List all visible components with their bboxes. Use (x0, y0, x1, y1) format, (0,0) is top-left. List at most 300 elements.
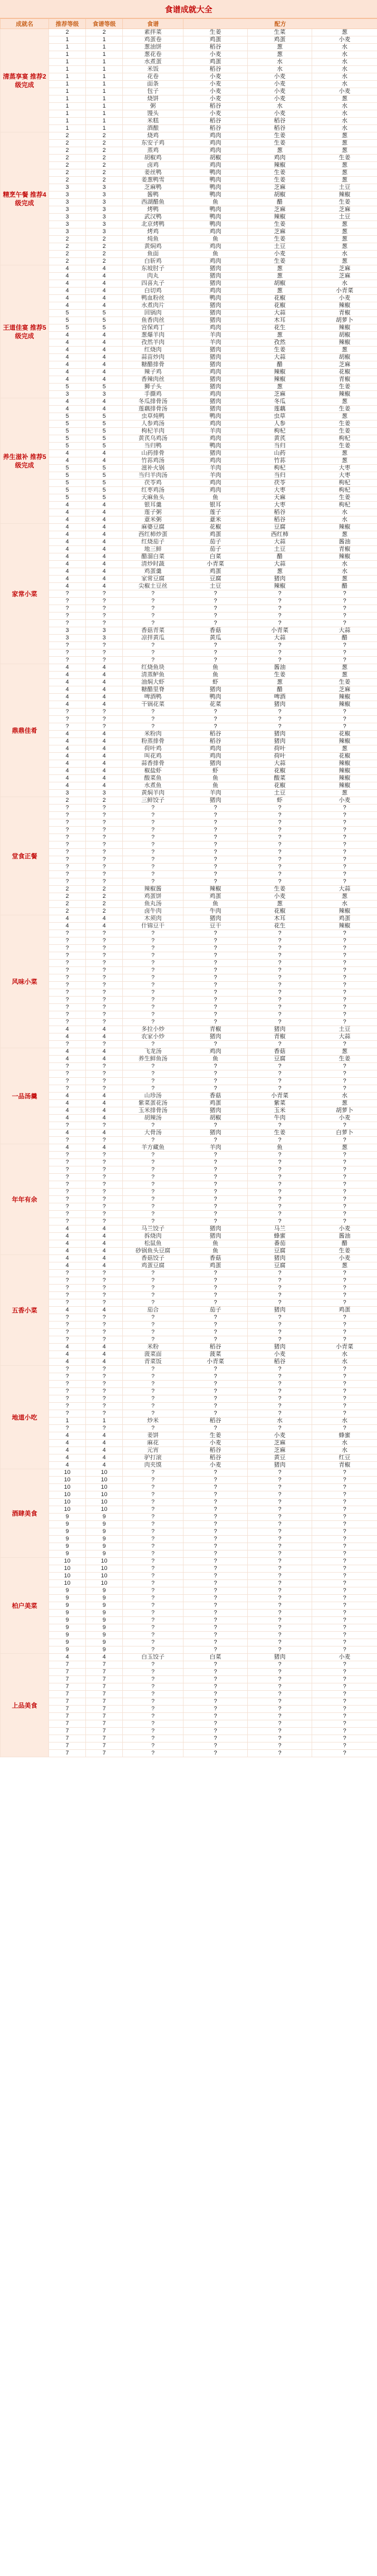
table-row (1, 1233, 377, 1240)
recipe-level: 4 (86, 1654, 123, 1661)
recipe-name: ? (123, 1469, 183, 1477)
table-row (1, 384, 377, 391)
table-row (1, 480, 377, 487)
recipe-name: ? (123, 598, 183, 605)
recipe-level: 9 (86, 1528, 123, 1536)
table-row (1, 406, 377, 413)
recommended-level: ? (49, 598, 86, 605)
table-row (1, 1019, 377, 1026)
ingredient-1: ? (183, 1706, 248, 1713)
table-row (1, 982, 377, 989)
ingredient-2: 荷叶 (248, 753, 312, 760)
recipe-level: 7 (86, 1706, 123, 1713)
recipe-name: ? (123, 723, 183, 731)
header-recommended-level: 推荐等级 (49, 19, 86, 29)
table-row (1, 155, 377, 162)
recommended-level: 1 (49, 36, 86, 44)
table-row (1, 805, 377, 812)
table-row (1, 723, 377, 731)
ingredient-1: 鸭肉 (183, 191, 248, 199)
ingredient-3: ? (312, 1661, 377, 1669)
ingredient-2: 生姜 (248, 177, 312, 184)
ingredient-2: 猪肉 (248, 731, 312, 738)
ingredient-1: 猪肉 (183, 361, 248, 369)
recipe-name: ? (123, 1137, 183, 1144)
ingredient-2: 稻谷 (248, 516, 312, 524)
recipe-level: 1 (86, 73, 123, 81)
recipe-level: ? (86, 819, 123, 827)
recommended-level: 4 (49, 354, 86, 361)
recipe-name: ? (123, 1403, 183, 1410)
recommended-level: ? (49, 1152, 86, 1159)
recipe-level: 4 (86, 694, 123, 701)
recipe-name: 莲藕排骨汤 (123, 406, 183, 413)
recipe-level: 2 (86, 243, 123, 251)
ingredient-1: ? (183, 1477, 248, 1484)
recipe-level: ? (86, 1321, 123, 1329)
recipe-name: ? (123, 1218, 183, 1225)
ingredient-1: ? (183, 1329, 248, 1336)
ingredient-2: ? (248, 1366, 312, 1373)
ingredient-1: 鸡肉 (183, 487, 248, 494)
ingredient-2: 花生 (248, 923, 312, 930)
recommended-level: 10 (49, 1565, 86, 1573)
table-row (1, 1144, 377, 1152)
recipe-name: ? (123, 1063, 183, 1070)
recommended-level: ? (49, 1063, 86, 1070)
table-row (1, 1403, 377, 1410)
ingredient-3: 葱 (312, 162, 377, 169)
ingredient-1: ? (183, 1491, 248, 1499)
ingredient-1: ? (183, 974, 248, 982)
ingredient-2: 黄豆 (248, 1454, 312, 1462)
table-row (1, 864, 377, 871)
ingredient-2: ? (248, 974, 312, 982)
ingredient-3: ? (312, 945, 377, 952)
table-row (1, 989, 377, 997)
ingredient-3: ? (312, 1410, 377, 1418)
table-row (1, 812, 377, 819)
recommended-level: 7 (49, 1698, 86, 1706)
recommended-level: 1 (49, 66, 86, 73)
ingredient-2: ? (248, 1004, 312, 1011)
ingredient-3: 花椒 (312, 753, 377, 760)
recipe-level: 4 (86, 516, 123, 524)
ingredient-3: 水 (312, 1351, 377, 1358)
table-row (1, 583, 377, 590)
recipe-name: 胡椒鸡 (123, 155, 183, 162)
recipe-name: 鸭血粉丝 (123, 295, 183, 302)
recipe-level: 2 (86, 132, 123, 140)
table-row (1, 908, 377, 915)
ingredient-2: 当归 (248, 443, 312, 450)
recipe-level: 7 (86, 1691, 123, 1698)
ingredient-1: 小麦 (183, 1440, 248, 1447)
recipe-level: 4 (86, 731, 123, 738)
ingredient-3: 水 (312, 1418, 377, 1425)
ingredient-3: 生姜 (312, 199, 377, 206)
ingredient-1: ? (183, 1676, 248, 1683)
recipe-name: ? (123, 1639, 183, 1646)
recipe-level: 7 (86, 1661, 123, 1669)
ingredient-3: ? (312, 1292, 377, 1299)
table-row (1, 598, 377, 605)
table-row (1, 1735, 377, 1742)
ingredient-3: 水 (312, 81, 377, 88)
ingredient-2: 葱 (248, 384, 312, 391)
recipe-name: ? (123, 1159, 183, 1166)
recommended-level: ? (49, 989, 86, 997)
table-row (1, 1639, 377, 1646)
recipe-level: ? (86, 849, 123, 856)
recipe-level: ? (86, 1395, 123, 1403)
table-row (1, 472, 377, 480)
ingredient-1: 羊肉 (183, 332, 248, 339)
recipe-level: 7 (86, 1728, 123, 1735)
recipe-name: 西湖醋鱼 (123, 199, 183, 206)
ingredient-1: 茄子 (183, 546, 248, 553)
ingredient-3: 葱 (312, 457, 377, 465)
recommended-level: ? (49, 1388, 86, 1395)
recommended-level: 4 (49, 1307, 86, 1314)
ingredient-2: ? (248, 1270, 312, 1277)
recipe-level: ? (86, 834, 123, 841)
recipe-name: 荷叶鸡 (123, 745, 183, 753)
recipe-level: 4 (86, 1233, 123, 1240)
recipe-level: 4 (86, 701, 123, 708)
ingredient-1: 猪肉 (183, 1107, 248, 1115)
ingredient-3: 辣椒 (312, 302, 377, 310)
ingredient-1: ? (183, 1189, 248, 1196)
recipe-name: ? (123, 1070, 183, 1078)
ingredient-2: 虫草 (248, 413, 312, 420)
recipe-level: 4 (86, 753, 123, 760)
recipe-name: 地三鲜 (123, 546, 183, 553)
table-row (1, 391, 377, 398)
table-row (1, 1632, 377, 1639)
ingredient-2: ? (248, 945, 312, 952)
recipe-name: ? (123, 841, 183, 849)
ingredient-1: ? (183, 657, 248, 664)
table-row (1, 73, 377, 81)
ingredient-3: ? (312, 605, 377, 612)
ingredient-2: ? (248, 1550, 312, 1558)
ingredient-2: 小麦 (248, 251, 312, 258)
ingredient-1: 鸡肉 (183, 288, 248, 295)
table-row (1, 1292, 377, 1299)
ingredient-1: 猪肉 (183, 915, 248, 923)
ingredient-2: 小麦 (248, 1351, 312, 1358)
ingredient-3: 醋 (312, 583, 377, 590)
table-row (1, 1048, 377, 1056)
ingredient-3: ? (312, 1558, 377, 1565)
recommended-level: ? (49, 612, 86, 620)
ingredient-2: ? (248, 1676, 312, 1683)
table-row (1, 1314, 377, 1321)
recipe-name: 素拌菜 (123, 29, 183, 36)
recipe-name: ? (123, 1152, 183, 1159)
ingredient-2: ? (248, 1285, 312, 1292)
ingredient-3: ? (312, 1189, 377, 1196)
table-row (1, 1218, 377, 1225)
ingredient-2: ? (248, 1321, 312, 1329)
ingredient-1: 稻谷 (183, 103, 248, 110)
recipe-level: 4 (86, 1240, 123, 1248)
ingredient-3: ? (312, 871, 377, 878)
ingredient-1: 羊肉 (183, 472, 248, 480)
ingredient-1: ? (183, 856, 248, 864)
ingredient-2: 荷叶 (248, 745, 312, 753)
recipe-level: ? (86, 598, 123, 605)
recipe-name: 孜然羊肉 (123, 339, 183, 347)
recipe-level: 3 (86, 206, 123, 214)
recipe-level: 4 (86, 398, 123, 406)
ingredient-3: 大蒜 (312, 886, 377, 893)
recommended-level: ? (49, 871, 86, 878)
recipe-level: 4 (86, 354, 123, 361)
ingredient-1: ? (183, 1011, 248, 1019)
ingredient-2: ? (248, 1181, 312, 1189)
recommended-level: 4 (49, 576, 86, 583)
achievement-name: 鼎鼎佳肴 (1, 664, 49, 797)
ingredient-1: 鱼 (183, 236, 248, 243)
ingredient-3: 葱 (312, 745, 377, 753)
ingredient-1: 花菜 (183, 701, 248, 708)
ingredient-1: ? (183, 1314, 248, 1321)
recipe-name: ? (123, 930, 183, 937)
ingredient-2: 葱 (248, 332, 312, 339)
table-row (1, 539, 377, 546)
table-row (1, 915, 377, 923)
ingredient-3: 红豆 (312, 1454, 377, 1462)
recommended-level: 9 (49, 1646, 86, 1654)
ingredient-3: ? (312, 1373, 377, 1381)
ingredient-1: 稻谷 (183, 66, 248, 73)
table-row (1, 310, 377, 317)
recipe-name: 香菇青菜 (123, 627, 183, 635)
recipe-name: 葱花卷 (123, 51, 183, 59)
recipe-name: 油焖大虾 (123, 679, 183, 686)
ingredient-2: ? (248, 1299, 312, 1307)
table-row (1, 191, 377, 199)
recommended-level: 3 (49, 790, 86, 797)
recipe-name: 烤鸭 (123, 206, 183, 214)
recommended-level: ? (49, 590, 86, 598)
recipe-level: 4 (86, 583, 123, 590)
recipe-level: 4 (86, 1129, 123, 1137)
table-row (1, 612, 377, 620)
recommended-level: 4 (49, 1093, 86, 1100)
ingredient-3: ? (312, 1713, 377, 1720)
achievement-name: 一品汤羹 (1, 1048, 49, 1144)
recipe-name: ? (123, 1299, 183, 1307)
ingredient-3: 辣椒 (312, 923, 377, 930)
recommended-level: ? (49, 708, 86, 716)
ingredient-2: 啤酒 (248, 694, 312, 701)
ingredient-1: 猪肉 (183, 450, 248, 457)
table-row (1, 51, 377, 59)
ingredient-3: 葱 (312, 177, 377, 184)
ingredient-3: 水 (312, 125, 377, 132)
recipe-level: 4 (86, 1093, 123, 1100)
recipe-level: 9 (86, 1543, 123, 1550)
ingredient-3: ? (312, 812, 377, 819)
recipe-level: 4 (86, 738, 123, 745)
ingredient-1: 虾 (183, 679, 248, 686)
recipe-level: ? (86, 1181, 123, 1189)
recipe-level: 1 (86, 66, 123, 73)
ingredient-1: ? (183, 805, 248, 812)
ingredient-3: 大枣 (312, 472, 377, 480)
ingredient-1: 猪肉 (183, 302, 248, 310)
table-row (1, 561, 377, 568)
recommended-level: 4 (49, 561, 86, 568)
ingredient-1: ? (183, 930, 248, 937)
ingredient-3: 枸杞 (312, 435, 377, 443)
recommended-level: 4 (49, 339, 86, 347)
ingredient-1: 鸡蛋 (183, 893, 248, 901)
table-row (1, 657, 377, 664)
recommended-level: 4 (49, 398, 86, 406)
ingredient-2: ? (248, 827, 312, 834)
recipe-name: 花卷 (123, 73, 183, 81)
ingredient-2: 豆腐 (248, 524, 312, 531)
recipe-name: ? (123, 1499, 183, 1506)
recipe-level: ? (86, 605, 123, 612)
recommended-level: 9 (49, 1624, 86, 1632)
ingredient-1: 鸡蛋 (183, 36, 248, 44)
recipe-level: 4 (86, 679, 123, 686)
recipe-name: 干锅花菜 (123, 701, 183, 708)
recommended-level: 3 (49, 206, 86, 214)
recipe-name: 鸡蛋卷 (123, 36, 183, 44)
recommended-level: 5 (49, 317, 86, 324)
ingredient-2: 醋 (248, 199, 312, 206)
ingredient-2: ? (248, 1521, 312, 1528)
recommended-level: 7 (49, 1676, 86, 1683)
ingredient-3: ? (312, 1085, 377, 1093)
ingredient-2: 虾 (248, 797, 312, 805)
recipe-name: ? (123, 642, 183, 649)
ingredient-1: 稻谷 (183, 1418, 248, 1425)
ingredient-2: 山药 (248, 450, 312, 457)
ingredient-1: ? (183, 642, 248, 649)
recipe-name: ? (123, 1573, 183, 1580)
recipe-level: 3 (86, 191, 123, 199)
recipe-name: 芝麻鸭 (123, 184, 183, 191)
ingredient-3: 胡椒 (312, 332, 377, 339)
table-row (1, 590, 377, 598)
table-row (1, 856, 377, 864)
ingredient-1: ? (183, 1750, 248, 1757)
recipe-level: 1 (86, 88, 123, 95)
achievement-name: 王道佳宴 推荐5级完成 (1, 265, 49, 398)
recipe-level: 4 (86, 295, 123, 302)
recipe-level: 4 (86, 915, 123, 923)
recommended-level: 10 (49, 1491, 86, 1499)
ingredient-3: ? (312, 1070, 377, 1078)
achievement-name: 上品美食 (1, 1654, 49, 1757)
ingredient-1: ? (183, 1070, 248, 1078)
recipe-level: ? (86, 989, 123, 997)
ingredient-2: 青椒 (248, 1033, 312, 1041)
table-row (1, 1432, 377, 1440)
recipe-level: 1 (86, 125, 123, 132)
ingredient-3: 芝麻 (312, 273, 377, 280)
ingredient-2: ? (248, 1624, 312, 1632)
ingredient-3: 小麦 (312, 797, 377, 805)
ingredient-3: 鸡蛋 (312, 915, 377, 923)
ingredient-3: ? (312, 989, 377, 997)
ingredient-3: 葱 (312, 893, 377, 901)
ingredient-3: ? (312, 1388, 377, 1395)
ingredient-2: ? (248, 1720, 312, 1728)
recipe-name: ? (123, 1735, 183, 1742)
recipe-name: 红枣鸡汤 (123, 487, 183, 494)
ingredient-1: ? (183, 1410, 248, 1418)
recommended-level: 5 (49, 494, 86, 502)
recommended-level: 2 (49, 177, 86, 184)
ingredient-3: ? (312, 598, 377, 605)
ingredient-3: ? (312, 1011, 377, 1019)
ingredient-1: 胡椒 (183, 1115, 248, 1122)
ingredient-2: 芝麻 (248, 1447, 312, 1454)
table-row (1, 465, 377, 472)
recipe-level: 7 (86, 1720, 123, 1728)
recipe-level: 4 (86, 686, 123, 694)
recipe-level: 1 (86, 118, 123, 125)
recipe-name: 蒸鸡 (123, 147, 183, 155)
recipe-name: ? (123, 1742, 183, 1750)
recommended-level: 3 (49, 214, 86, 221)
recipe-name: ? (123, 1381, 183, 1388)
recipe-name: ? (123, 812, 183, 819)
recommended-level: ? (49, 723, 86, 731)
table-row (1, 1166, 377, 1174)
ingredient-1: ? (183, 1203, 248, 1211)
ingredient-3: ? (312, 1565, 377, 1573)
recipe-table (0, 18, 377, 1757)
recipe-name: 北京烤鸭 (123, 221, 183, 228)
table-row (1, 1299, 377, 1307)
ingredient-1: 香菇 (183, 1093, 248, 1100)
ingredient-3: 辣椒 (312, 768, 377, 775)
recommended-level: 10 (49, 1580, 86, 1587)
table-row (1, 1499, 377, 1506)
recipe-level: ? (86, 1004, 123, 1011)
ingredient-2: 生姜 (248, 347, 312, 354)
recipe-level: 4 (86, 1440, 123, 1447)
ingredient-1: ? (183, 1669, 248, 1676)
recipe-level: ? (86, 974, 123, 982)
recipe-level: 4 (86, 457, 123, 465)
recipe-level: 10 (86, 1477, 123, 1484)
ingredient-2: 大蒜 (248, 354, 312, 361)
recipe-name: 米饭 (123, 66, 183, 73)
ingredient-1: ? (183, 1285, 248, 1292)
ingredient-3: 白萝卜 (312, 1129, 377, 1137)
ingredient-3: ? (312, 1381, 377, 1388)
table-row (1, 1321, 377, 1329)
ingredient-3: 土豆 (312, 1026, 377, 1033)
table-row (1, 1750, 377, 1757)
ingredient-2: 蜂蜜 (248, 1233, 312, 1240)
ingredient-1: 鸡肉 (183, 140, 248, 147)
ingredient-2: 芝麻 (248, 391, 312, 398)
recipe-name: ? (123, 805, 183, 812)
recipe-name: 马兰饺子 (123, 1225, 183, 1233)
ingredient-3: 辣椒 (312, 701, 377, 708)
